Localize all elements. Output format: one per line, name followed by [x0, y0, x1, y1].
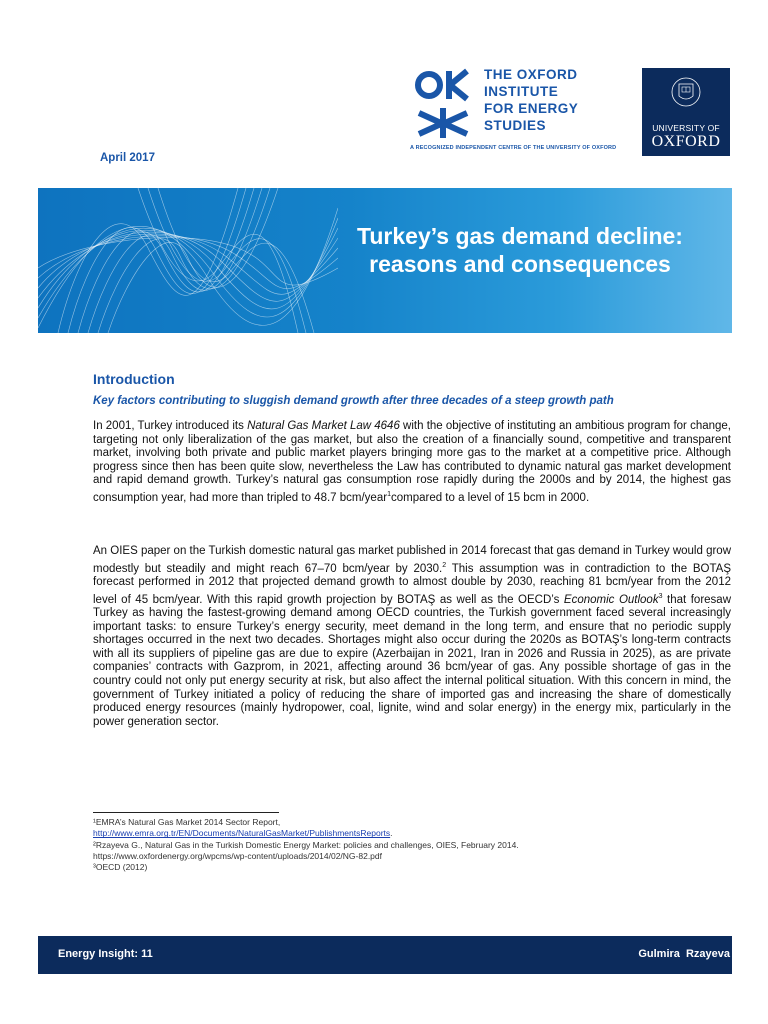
intro-paragraph-2 [93, 545, 731, 729]
title-line-2: reasons and consequences [369, 251, 671, 277]
p2-text-c: that foresaw Turkey as having the fastest-growing demand among OECD countries, the Turkish government faced several increasingly important tasks: to ensure Turkey’s energy security, meet demand in the long term, and ensure that no periodic supply shortages occurred in the next two decades. Shortages might also occur during the 2020s as BOTAŞ’s long-term contracts with all its suppliers of pipeline gas are due to expire (Azerbaijan in 2021, Iran in 2026 and Russia in 2025), as are private companies’ contracts with Gazprom, in 2021, affecting around 36 bcm/year of gas. Any possible shortage of gas in the country could not only put energy security at risk, but also affect the internal political situation. With this concern in mind, the government of Turkey initiated a policy of reducing the share of imported gas and increasing the share of domestically produced energy resources (mainly hydropower, coal, lignite, wind and solar energy) in the energy mix, particularly in the power generation sector. [93, 593, 731, 728]
p1-text-b: with the objective of instituting an ambitious program for change, targeting not only liberalization of the gas market, but also the creation of a financially sound, competitive and transparent market, involving both private and public market players bringing more gas to the market at a competitive price. Although progress since then has been quite slow, nevertheless the Law has contributed to dynamic natural gas market development and rapid demand growth. Turkey’s natural gas consumption rose rapidly during the 2000s and by 2014, the highest gas consumption year, had more than tripled to 48.7 bcm/year [93, 420, 732, 504]
footnote-2-url[interactable]: https://www.oxfordenergy.org/wpcms/wp-content/uploads/2014/02/NG-82.pdf [93, 850, 382, 861]
p1-text-a: In 2001, Turkey introduced its [93, 420, 248, 432]
footer-series-label: Energy Insight: 11 [58, 948, 153, 960]
footnote-1-link-line [93, 828, 733, 839]
oies-logo-icon [414, 68, 472, 140]
oxford-crest-icon [671, 74, 701, 110]
p1-text-c: compared to a level of 15 bcm in 2000. [390, 491, 590, 504]
oxford-wordmark: OXFORD [651, 133, 721, 150]
footnote-2: ²Rzayeva G., Natural Gas in the Turkish Domestic Energy Market: policies and challenges, OIES, February 2014. [93, 839, 519, 850]
footer-bar [38, 936, 732, 974]
document-title [330, 222, 710, 278]
publication-date: April 2017 [100, 152, 155, 164]
section-heading: Introduction [93, 371, 175, 387]
law-title: Natural Gas Market Law 4646 [247, 420, 400, 432]
institute-name: THE OXFORD INSTITUTE FOR ENERGY STUDIES [484, 67, 579, 133]
p2-text-b: This assumption was in contradiction to the BOTAŞ forecast performed in 2012 that projected demand growth to almost double by 2030, reaching 81 bcm/year from the 2012 level of 45 bcm/year. With this rapid growth projection by BOTAŞ as well as the OECD’s [93, 562, 731, 606]
p2-text-a: An OIES paper on the Turkish domestic natural gas market published in 2014 forecast that gas demand in Turkey would grow modestly but steadily and might reach 67–70 bcm/year by 2030. [93, 545, 731, 575]
footnote-ref-1: 1 [387, 490, 391, 498]
footnote-1-link[interactable]: http://www.emra.org.tr/EN/Documents/NaturalGasMarket/PublishmentsReports [93, 828, 391, 839]
footnote-3: ³OECD (2012) [93, 862, 148, 873]
footnotes [93, 817, 733, 873]
footnote-1-end: . [390, 828, 393, 839]
institute-tagline: A RECOGNIZED INDEPENDENT CENTRE OF THE UNIVERSITY OF OXFORD [410, 145, 617, 151]
oxford-logo [642, 68, 730, 156]
wave-pattern-icon [38, 188, 338, 333]
footnote-1: ¹EMRA’s Natural Gas Market 2014 Sector Report, [93, 817, 281, 827]
title-line-1: Turkey’s gas demand decline: [357, 223, 683, 249]
outlook-title: Economic Outlook [563, 593, 659, 606]
footnote-ref-3: 3 [658, 592, 663, 600]
footnote-divider [93, 812, 279, 813]
footer-author: Gulmira Rzayeva [638, 948, 730, 960]
footnote-ref-2: 2 [442, 561, 447, 569]
section-subheading: Key factors contributing to sluggish demand growth after three decades of a steep growth path [93, 395, 614, 407]
university-of-label: UNIVERSITY OF [652, 123, 720, 133]
intro-paragraph-1 [93, 420, 731, 505]
